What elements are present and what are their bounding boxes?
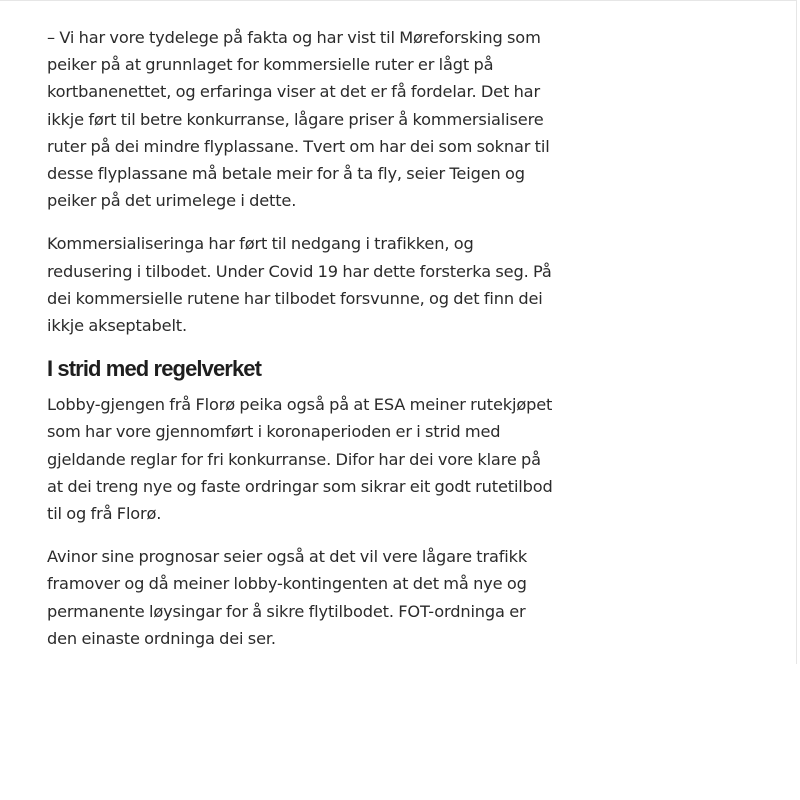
article-subheading: I strid med regelverket [47, 356, 262, 382]
right-divider [796, 0, 797, 664]
article-paragraph-commercialisation: Kommersialiseringa har ført til nedgang i trafikken, og redusering i tilbodet. Under Covid 19 har dette forsterka seg. På dei kommersielle rutene har tilbodet forsvunne, og det finn dei ikkje akseptabelt. [47, 234, 552, 336]
article-paragraph-quote: – Vi har vore tydelege på fakta og har vist til Møreforsking som peiker på at grunnlaget for kommersielle ruter er lågt på kortbanenettet, og erfaringa viser at det er få fordelar. Det har ikkje ført til betre konkurranse, lågare priser å kommersialisere ruter på dei mindre flyplassane. Tvert om har dei som soknar til desse flyplassane må betale meir for å ta fly, seier Teigen og peiker på det urimelege i dette. [47, 28, 550, 211]
article-paragraph-esa: Lobby-gjengen frå Florø peika også på at ESA meiner rutekjøpet som har vore gjennomført i koronaperioden er i strid med gjeldande reglar for fri konkurranse. Difor har dei vore klare på at dei treng nye og faste ordringar som sikrar eit godt rutetilbod til og frå Florø. [47, 395, 553, 524]
article-body [47, 24, 559, 652]
top-divider [0, 0, 797, 1]
article-paragraph-avinor: Avinor sine prognosar seier også at det vil vere lågare trafikk framover og då meiner lobby-kontingenten at det må nye og permanente løysingar for å sikre flytilbodet. FOT-ordninga er den einaste ordninga dei ser. [47, 547, 528, 648]
